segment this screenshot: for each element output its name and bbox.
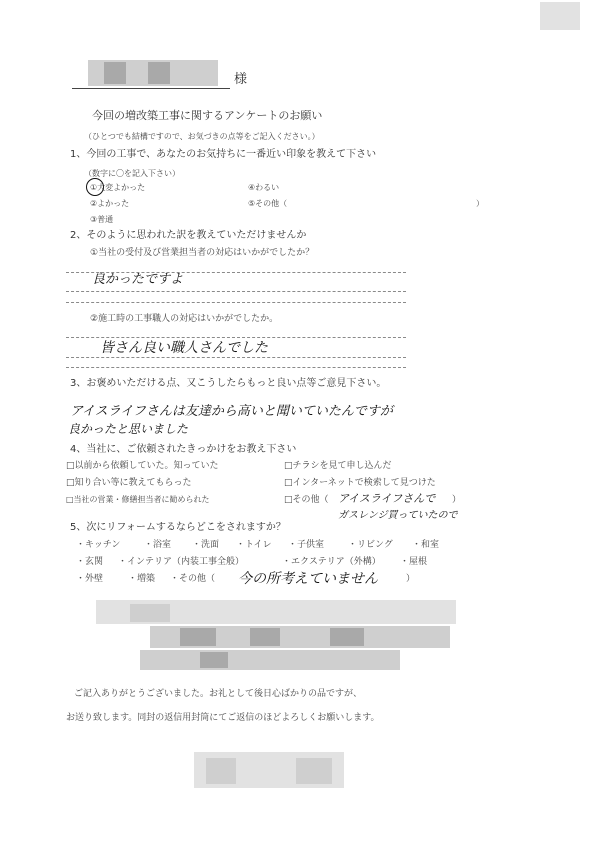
q5-answer: 今の所考えていません (238, 571, 378, 587)
q2-sub1: ①当社の受付及び営業担当者の対応はいかがでしたか？ (90, 248, 315, 258)
q1-question: 1、今回の工事で、あなたのお気持ちに一番近い印象を教えて下さい (70, 149, 377, 160)
q1-option-4: ④わるい (248, 183, 280, 192)
q4-option-2: □チラシを見て申し込んだ (284, 461, 392, 471)
q5-question: 5、次にリフォームするならどこをされますか？ (70, 522, 286, 533)
q5-close: ） (406, 574, 416, 584)
addressee-line (72, 88, 230, 89)
circle-mark (86, 178, 104, 196)
q1-option-3: ③普通 (90, 215, 114, 224)
page-title: 今回の増改築工事に関するアンケートのお願い (92, 109, 323, 122)
q4-other-close: ） (452, 495, 462, 505)
q5-row2-item: ・エクステリア（外構） (282, 557, 381, 567)
footer-line-2: お送り致します。同封の返信用封筒にてご返信のほどよろしくお願いします。 (66, 713, 380, 723)
redacted-name-dark (148, 62, 170, 84)
q4-other-answer-1: アイスライフさんで (338, 492, 436, 505)
answer-line (66, 291, 406, 292)
q5-row1-item: ・キッチン (76, 540, 121, 550)
redacted-signature (206, 758, 236, 784)
q1-option-1: ①大変よかった (90, 183, 146, 192)
q5-row2-item: ・インテリア（内装工事全般） (118, 557, 245, 567)
redacted-name-dark (104, 62, 126, 84)
q3-answer-line2: 良かったと思いました (68, 422, 189, 436)
answer-line (66, 272, 406, 273)
redacted-block (250, 628, 280, 646)
q5-row1-item: ・リビング (348, 540, 393, 550)
redacted-block (180, 628, 216, 646)
q3-answer-line1: アイスライフさんは友達から高いと聞いていたんですが (70, 404, 393, 419)
q4-option-1: □以前から依頼していた。知っていた (66, 461, 219, 471)
q2-answer1: 良かったですよ (92, 272, 184, 287)
redacted-signature (296, 758, 332, 784)
q5-row1-item: ・洗面 (192, 540, 220, 550)
q3-question: 3、お褒めいただける点、又こうしたらもっと良い点等ご意見下さい。 (70, 378, 387, 389)
q5-row2-item: ・玄関 (76, 557, 104, 567)
answer-line (66, 302, 406, 303)
q4-question: 4、当社に、ご依頼されたきっかけをお教え下さい (70, 444, 297, 455)
instruction-text: （ひとつでも結構ですので、お気づきの点等をご記入ください。） (84, 132, 320, 141)
redacted-block (140, 650, 400, 670)
q5-row1-item: ・トイレ (236, 540, 272, 550)
q5-row1-item: ・和室 (412, 540, 440, 550)
q1-option-5-close: ） (476, 199, 484, 208)
q1-option-5: ⑤その他（ (248, 199, 288, 208)
addressee-suffix: 様 (234, 72, 248, 87)
redacted-corner (540, 2, 580, 30)
q5-row3-item: ・外壁 (76, 574, 104, 584)
redacted-block (330, 628, 364, 646)
q5-row2-item: ・屋根 (400, 557, 428, 567)
q5-row1-item: ・子供室 (288, 540, 325, 550)
redacted-block (200, 652, 228, 668)
footer-line-1: ご記入ありがとうございました。お礼として後日心ばかりの品ですが、 (74, 689, 363, 699)
q4-other-answer-2: ガスレンジ買っていたので (338, 510, 458, 521)
q1-sub: （数字に〇を記入下さい） (84, 169, 180, 178)
q5-row1-item: ・浴室 (144, 540, 172, 550)
q1-option-2: ②よかった (90, 199, 130, 208)
q2-answer2: 皆さん良い職人さんでした (100, 340, 268, 356)
q4-option-4: □インターネットで検索して見つけた (284, 478, 436, 488)
q2-question: 2、そのように思われた訳を教えていただけませんか (70, 230, 307, 241)
q4-option-6: □その他（ (284, 495, 329, 505)
q5-row3-item: ・その他（ (170, 574, 216, 584)
redacted-block (130, 604, 170, 622)
q2-sub2: ②施工時の工事職人の対応はいかがでしたか。 (90, 314, 279, 324)
q4-option-5: □当社の営業・修繕担当者に勧められた (66, 495, 210, 504)
answer-line (66, 367, 406, 368)
answer-line (66, 337, 406, 338)
q4-option-3: □知り合い等に教えてもらった (66, 478, 192, 488)
answer-line (66, 357, 406, 358)
q5-row3-item: ・増築 (128, 574, 156, 584)
